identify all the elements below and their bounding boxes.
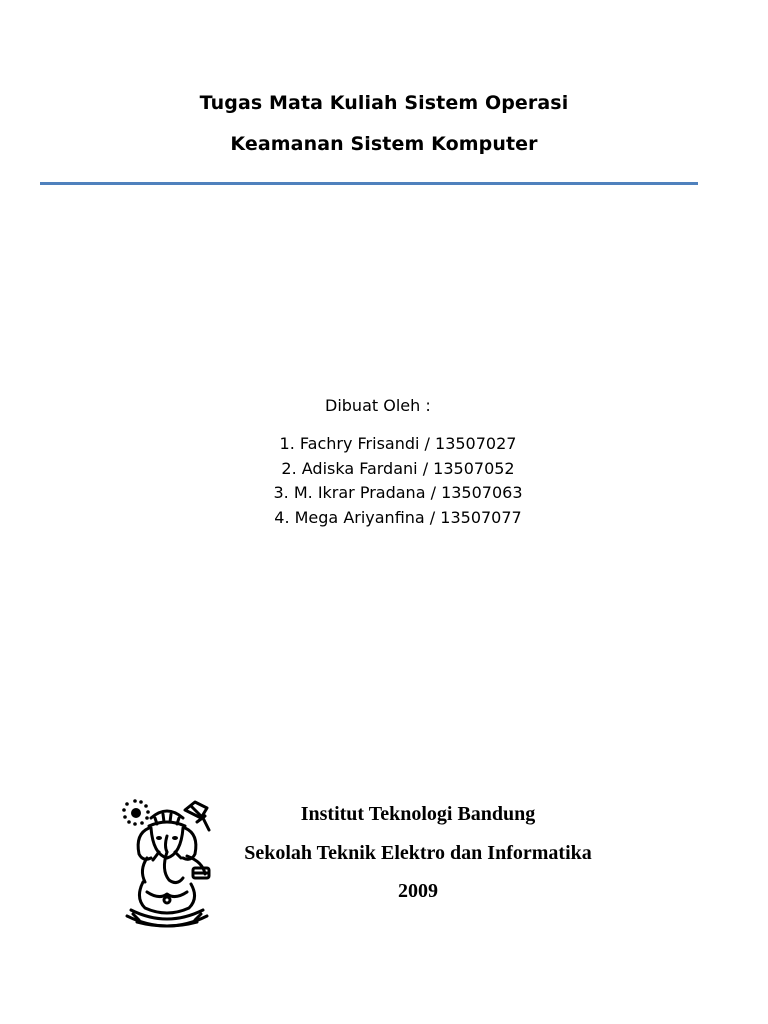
school-name: Sekolah Teknik Elektro dan Informatika — [244, 842, 592, 864]
author-item: 3. M. Ikrar Pradana / 13507063 — [273, 483, 523, 502]
document-subtitle: Keamanan Sistem Komputer — [230, 133, 538, 155]
author-item: 2. Adiska Fardani / 13507052 — [281, 458, 515, 478]
author-item: 4. Mega Ariyanfina / 13507077 — [274, 507, 522, 527]
institution-name: Institut Teknologi Bandung — [300, 803, 536, 825]
title-divider — [40, 182, 698, 185]
author-item: 1. Fachry Frisandi / 13507027 — [279, 434, 517, 453]
author-list — [0, 432, 768, 530]
document-year: 2009 — [398, 880, 438, 902]
document-title: Tugas Mata Kuliah Sistem Operasi — [199, 92, 569, 114]
byline-label: Dibuat Oleh : — [325, 396, 431, 415]
